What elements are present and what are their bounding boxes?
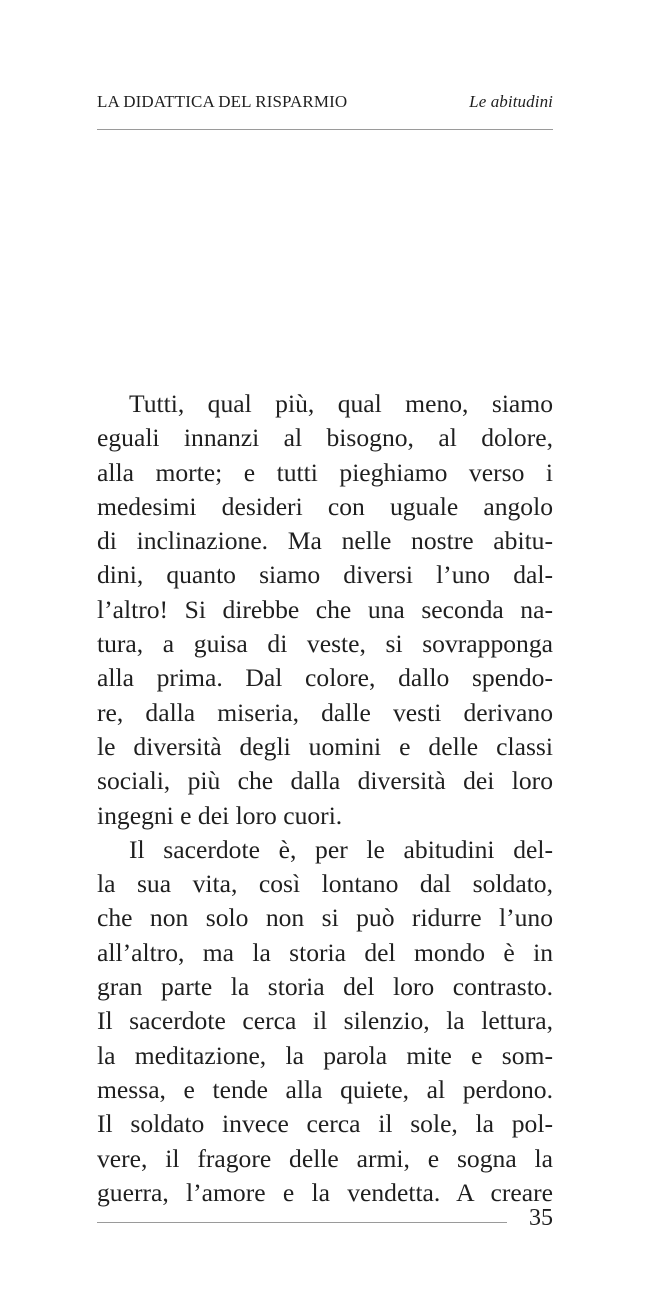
text-line: Il soldato invece cerca il sole, la pol-	[97, 1109, 553, 1139]
text-line: sociali, più che dalla diversità dei loro	[97, 766, 553, 796]
text-line: Il sacerdote cerca il silenzio, la lettura,	[97, 1006, 553, 1036]
text-line: re, dalla miseria, dalle vesti derivano	[97, 697, 553, 727]
text-line: alla prima. Dal colore, dallo spendo-	[97, 663, 553, 693]
text-line: eguali innanzi al bisogno, al dolore,	[97, 423, 553, 453]
text-line: l’altro! Si direbbe che una seconda na-	[97, 594, 553, 624]
text-line: guerra, l’amore e la vendetta. A creare	[97, 1177, 553, 1207]
page-number: 35	[529, 1205, 553, 1231]
text-line: medesimi desideri con uguale angolo	[97, 491, 553, 521]
text-line: ingegni e dei loro cuori.	[97, 800, 343, 830]
text-line: alla morte; e tutti pieghiamo verso i	[97, 457, 553, 487]
text-line: Il sacerdote è, per le abitudini del-	[129, 834, 553, 864]
footer-rule	[97, 1222, 507, 1223]
text-line: all’altro, ma la storia del mondo è in	[97, 937, 553, 967]
text-line: che non solo non si può ridurre l’uno	[97, 903, 553, 933]
text-line: gran parte la storia del loro contrasto.	[97, 972, 553, 1002]
text-line: tura, a guisa di veste, si sovrapponga	[97, 629, 553, 659]
text-line: la meditazione, la parola mite e som-	[97, 1040, 553, 1070]
text-line: vere, il fragore delle armi, e sogna la	[97, 1143, 553, 1173]
text-line: la sua vita, così lontano dal soldato,	[97, 869, 553, 899]
text-line: messa, e tende alla quiete, al perdono.	[97, 1074, 553, 1104]
header-rule	[97, 129, 553, 130]
chapter-title: Le abitudini	[469, 92, 553, 111]
body-text	[97, 387, 553, 1210]
paragraph-2	[97, 833, 553, 1210]
paragraph-1	[97, 387, 553, 833]
text-line: dini, quanto siamo diversi l’uno dal-	[97, 560, 553, 590]
running-head	[97, 92, 553, 116]
text-line: le diversità degli uomini e delle classi	[97, 731, 553, 761]
text-line: Tutti, qual più, qual meno, siamo	[129, 389, 553, 418]
book-title: LA DIDATTICA DEL RISPARMIO	[97, 92, 348, 111]
text-line: di inclinazione. Ma nelle nostre abitu-	[97, 526, 553, 556]
